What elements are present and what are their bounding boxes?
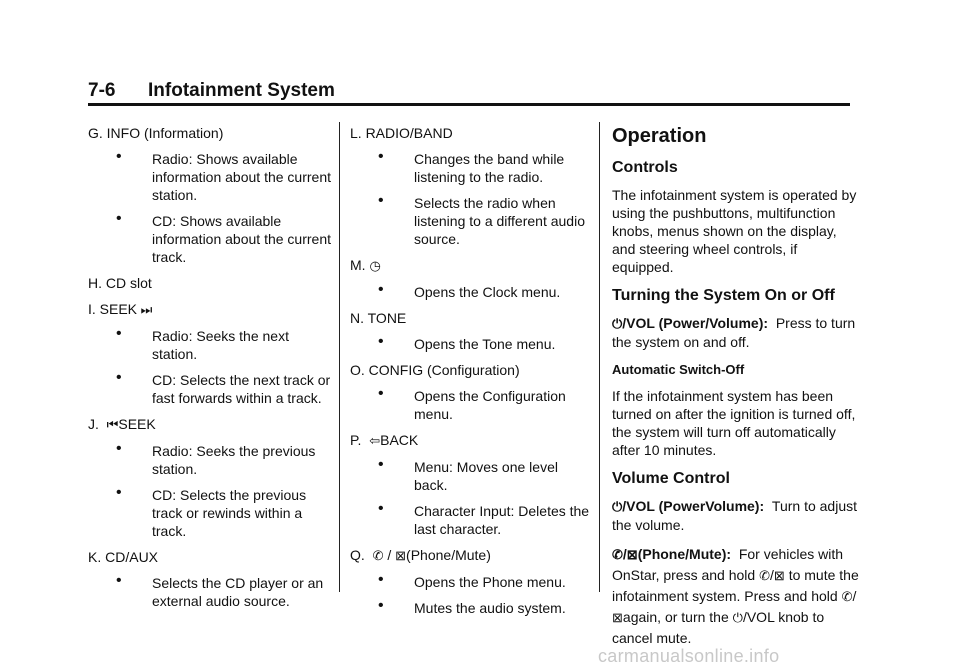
item-i: I. SEEK ⏭ xyxy=(88,301,153,317)
phone-icon: ✆ xyxy=(612,547,623,562)
seek-next-icon: ⏭ xyxy=(137,302,153,317)
heading-volume-control: Volume Control xyxy=(612,470,730,487)
mute-icon: ⊠ xyxy=(395,548,407,563)
item-o: O. CONFIG (Configuration) xyxy=(350,362,520,378)
list-item: • Radio: Seeks the previous station. xyxy=(116,440,316,477)
power-volume-paragraph: ⏻/VOL (Power/Volume): Press to turn the system on and off. xyxy=(612,315,856,350)
power-icon: ⏻ xyxy=(732,610,743,625)
list-item: • Selects the CD player or an external audio source. xyxy=(116,572,324,609)
column-right xyxy=(612,124,860,658)
subheading-auto-switch-off: Automatic Switch-Off xyxy=(612,362,745,377)
item-k: K. CD/AUX xyxy=(88,549,159,565)
power-icon: ⏻ xyxy=(612,316,623,331)
item-l: L. RADIO/BAND xyxy=(350,125,453,141)
item-q: Q. ✆ / ⊠(Phone/Mute) xyxy=(350,547,491,563)
column-divider xyxy=(599,122,600,592)
item-h: H. CD slot xyxy=(88,275,152,291)
power-icon: ⏻ xyxy=(612,499,623,514)
list-item: • Radio: Shows available information about the current station. xyxy=(116,148,331,203)
column-left xyxy=(88,124,333,618)
seek-prev-icon: ⏮ xyxy=(106,417,119,432)
list-item: • CD: Shows available information about the current track. xyxy=(116,210,331,265)
phone-icon: ✆ xyxy=(841,589,853,604)
heading-controls: Controls xyxy=(612,159,678,176)
phone-icon: ✆ xyxy=(759,568,770,583)
heading-operation: Operation xyxy=(612,125,707,147)
column-divider xyxy=(339,122,340,592)
volume-paragraph: ⏻/VOL (PowerVolume): Turn to adjust the volume. xyxy=(612,498,858,533)
heading-turning-on-off: Turning the System On or Off xyxy=(612,287,835,304)
list-item: • Changes the band while listening to the radio. xyxy=(378,148,565,185)
phone-mute-paragraph: ✆/⊠(Phone/Mute): For vehicles with OnStar, press and hold ✆/⊠ to mute the infotainment system. Press and hold ✆/⊠again, or turn the ⏻/VOL knob to cancel mute. xyxy=(612,546,859,646)
mute-icon: ⊠ xyxy=(626,547,638,562)
item-g: G. INFO (Information) xyxy=(88,125,224,141)
auto-off-paragraph: If the infotainment system has been turned on after the ignition is turned off, the system will turn off automatically after 10 minutes. xyxy=(612,388,856,458)
item-p: P. ⇦BACK xyxy=(350,432,419,448)
list-item: • Radio: Seeks the next station. xyxy=(116,325,289,362)
list-item: • Character Input: Deletes the last character. xyxy=(378,500,590,537)
back-arrow-icon: ⇦ xyxy=(369,433,381,448)
list-item: • Menu: Moves one level back. xyxy=(378,456,558,493)
item-m: M. ◷ xyxy=(350,257,381,273)
mute-icon: ⊠ xyxy=(773,568,785,583)
column-middle xyxy=(350,124,590,625)
item-j: J. ⏮SEEK xyxy=(88,416,156,432)
item-n: N. TONE xyxy=(350,310,407,326)
list-item: • Selects the radio when listening to a different audio source. xyxy=(378,192,585,247)
section-title: Infotainment System xyxy=(148,80,335,101)
list-item: • Opens the Tone menu. xyxy=(378,333,556,352)
mute-icon: ⊠ xyxy=(612,610,623,625)
list-item: • Mutes the audio system. xyxy=(378,597,566,616)
list-item: • Opens the Clock menu. xyxy=(378,281,561,300)
list-item: • CD: Selects the previous track or rewinds within a track. xyxy=(116,484,307,539)
header-rule xyxy=(88,103,850,106)
phone-icon: ✆ xyxy=(372,548,384,563)
clock-icon: ◷ xyxy=(369,258,381,273)
list-item: • Opens the Configuration menu. xyxy=(378,385,566,422)
list-item: • Opens the Phone menu. xyxy=(378,571,566,590)
page-number: 7-6 xyxy=(88,80,116,101)
watermark: carmanualsonline.info xyxy=(598,646,780,666)
controls-paragraph: The infotainment system is operated by using the pushbuttons, multifunction knobs, menus shown on the display, and steering wheel controls, if equipped. xyxy=(612,187,857,275)
list-item: • CD: Selects the next track or fast forwards within a track. xyxy=(116,369,331,406)
